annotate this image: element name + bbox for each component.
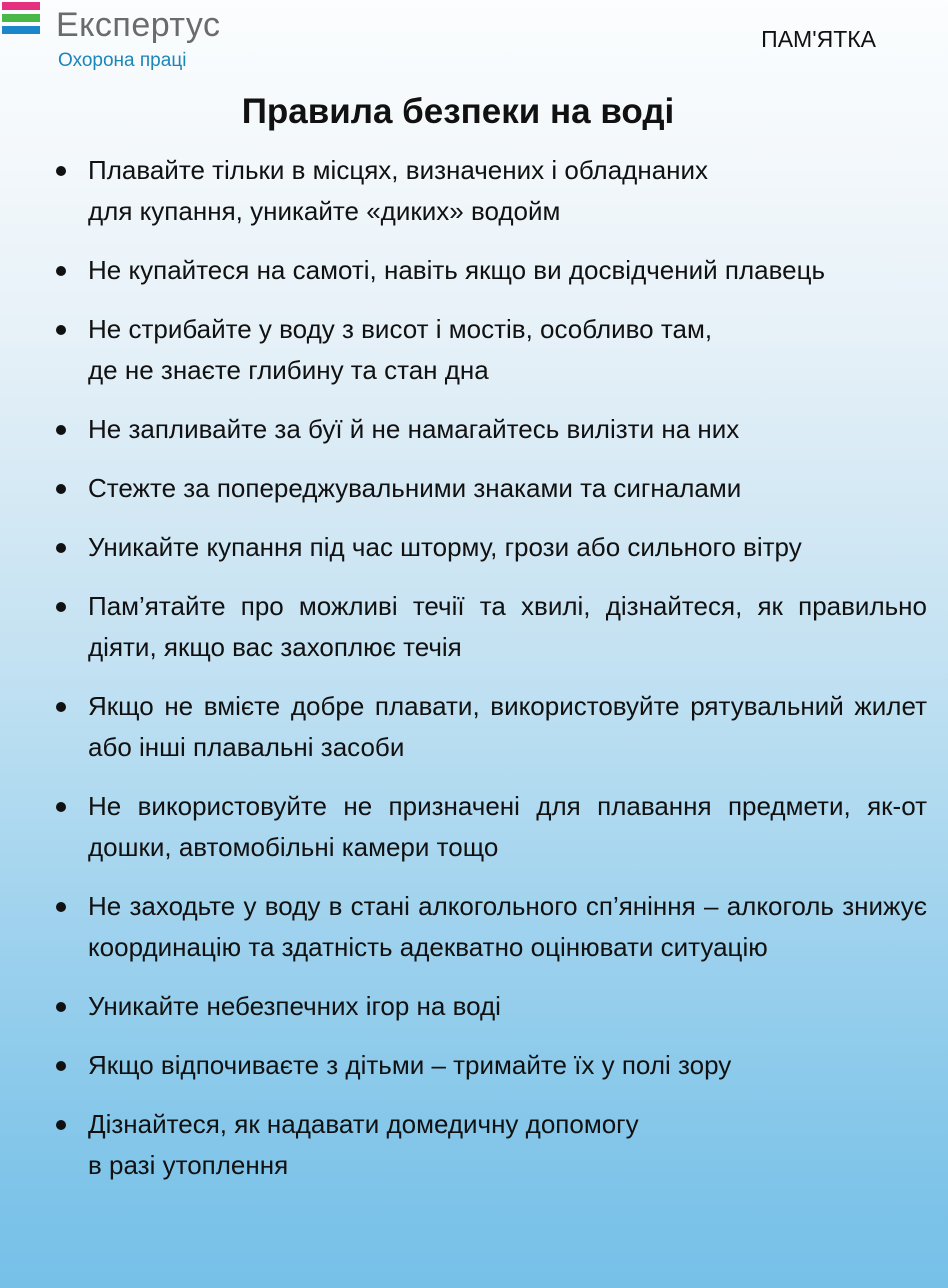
bullet-icon (56, 802, 66, 812)
bullet-icon (56, 1061, 66, 1071)
bullet-icon (56, 325, 66, 335)
list-item-text: Якщо не вмієте добре плавати, використовуйте рятувальний жилет або інші плавальні засоби (88, 691, 927, 762)
list-item-text: Плавайте тільки в місцях, визначених і обладнаних (88, 155, 709, 185)
list-item-text: Пам’ятайте про можливі течії та хвилі, дізнайтеся, як правильно діяти, якщо вас захоплює течія (88, 591, 927, 662)
bullet-icon (56, 902, 66, 912)
bullet-icon (56, 702, 66, 712)
list-item-text: Стежте за попереджувальними знаками та сигналами (88, 473, 742, 503)
bullet-icon (56, 602, 66, 612)
list-item-text: де не знаєте глибину та стан дна (88, 355, 489, 385)
rules-list (0, 150, 948, 1204)
bullet-icon (56, 425, 66, 435)
logo-stripe (2, 2, 40, 10)
bullet-icon (56, 484, 66, 494)
list-item-text: Не використовуйте не призначені для плавання предмети, як-от дошки, автомобільні камери тощо (88, 791, 927, 862)
list-item-text: Не купайтеся на самоті, навіть якщо ви досвідчений плавець (88, 255, 826, 285)
bullet-icon (56, 1120, 66, 1130)
list-item (0, 527, 948, 568)
logo-stripes-icon (2, 2, 40, 38)
list-item (0, 1045, 948, 1086)
list-item-text: Не стрибайте у воду з висот і мостів, особливо там, (88, 314, 713, 344)
list-item-text: Дізнайтеся, як надавати домедичну допомогу (88, 1109, 639, 1139)
list-item (0, 468, 948, 509)
list-item-text: Уникайте небезпечних ігор на воді (88, 991, 501, 1021)
list-item (0, 686, 948, 768)
list-item (0, 586, 948, 668)
list-item (0, 309, 948, 391)
list-item (0, 409, 948, 450)
list-item (0, 886, 948, 968)
bullet-icon (56, 543, 66, 553)
list-item (0, 1104, 948, 1186)
list-item (0, 786, 948, 868)
page-title: Правила безпеки на воді (241, 92, 675, 131)
list-item (0, 250, 948, 291)
logo (0, 0, 260, 80)
logo-subtitle: Охорона праці (58, 50, 187, 71)
bullet-icon (56, 266, 66, 276)
list-item-text: Уникайте купання під час шторму, грози або сильного вітру (88, 532, 802, 562)
logo-stripe (2, 26, 40, 34)
logo-stripe (2, 14, 40, 22)
logo-name: Експертус (56, 6, 221, 44)
list-item-text: для купання, уникайте «диких» водойм (88, 196, 561, 226)
list-item (0, 986, 948, 1027)
bullet-icon (56, 166, 66, 176)
document-type-label: ПАМ'ЯТКА (761, 26, 876, 52)
list-item-text: Не запливайте за буї й не намагайтесь вилізти на них (88, 414, 740, 444)
list-item-text: Якщо відпочиваєте з дітьми – тримайте їх у полі зору (88, 1050, 732, 1080)
list-item-text: в разі утоплення (88, 1150, 289, 1180)
list-item (0, 150, 948, 232)
list-item-text: Не заходьте у воду в стані алкогольного сп’яніння – алкоголь знижує координацію та здатність адекватно оцінювати ситуацію (88, 891, 927, 962)
bullet-icon (56, 1002, 66, 1012)
